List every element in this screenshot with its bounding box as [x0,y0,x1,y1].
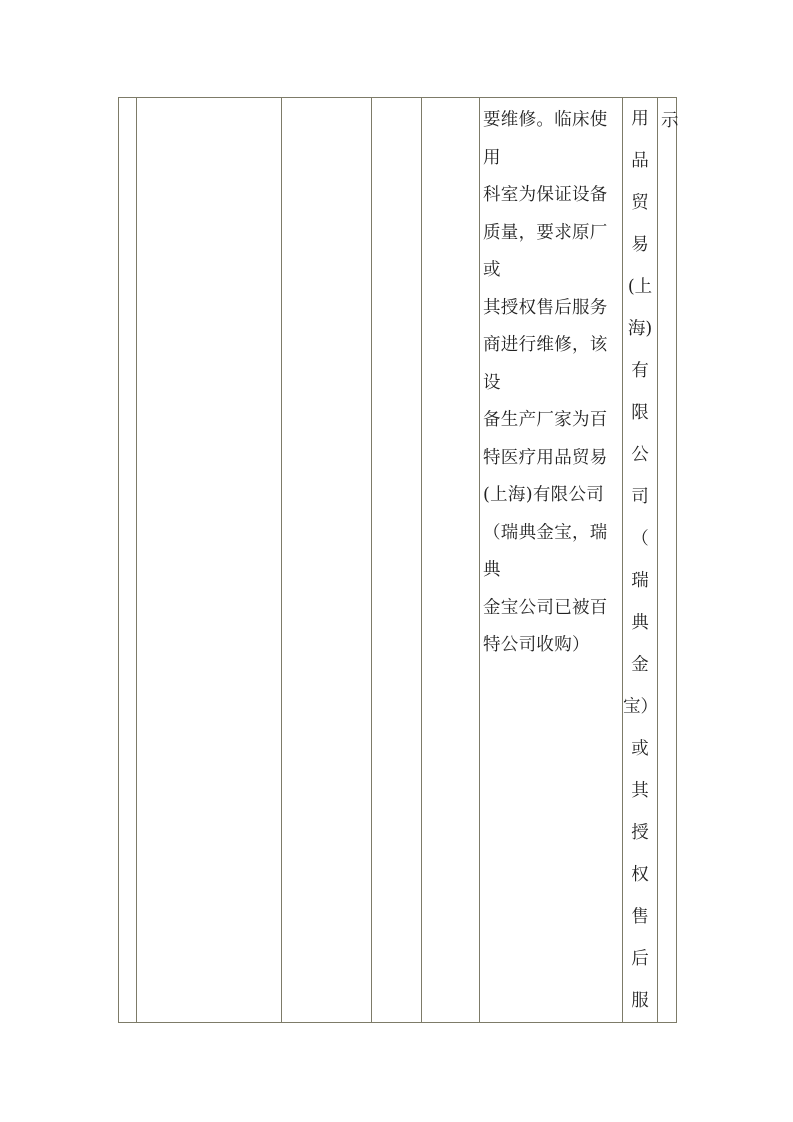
vertical-char: 金 [631,655,649,675]
vertical-char: 权 [631,865,649,885]
cell-col-5 [422,98,480,1023]
vertical-char: 宝） [623,697,658,717]
vertical-char: 服 [631,991,649,1011]
vertical-char: 公 [631,445,649,465]
vertical-char: 有 [631,361,649,381]
vertical-char: 或 [631,739,649,759]
vertical-text [623,98,657,1022]
document-table [118,97,677,1023]
vertical-char: 限 [631,403,649,423]
cell-col-1 [119,98,137,1023]
cell-col-2 [137,98,282,1023]
vertical-char: 授 [631,823,649,843]
vertical-char: 瑞 [631,571,649,591]
vertical-char: 品 [631,151,649,171]
vertical-char: 典 [631,613,649,633]
vertical-char: 贸 [631,193,649,213]
vertical-char: 后 [631,949,649,969]
description-text: 要维修。临床使用 科室为保证设备 质量，要求原厂或 其授权售后服务 商进行维修，该设 备生产厂家为百 特医疗用品贸易 (上海)有限公司 （瑞典金宝，瑞典 金宝公司已被百 特公司收购） [483,110,608,655]
cell-col-4 [372,98,422,1023]
cell-vertical-text [623,98,658,1023]
cell-col-3 [282,98,372,1023]
vertical-char: 用 [631,109,649,129]
cell-last [658,98,677,1023]
vertical-char: （ [631,529,649,549]
vertical-char: 海) [627,319,653,339]
last-col-text: 示 [661,111,679,131]
cell-description [480,98,623,1023]
vertical-char: 售 [631,907,649,927]
vertical-char: 易 [631,235,649,255]
vertical-char: 司 [631,487,649,507]
vertical-char: 其 [631,781,649,801]
vertical-char: (上 [627,277,653,297]
